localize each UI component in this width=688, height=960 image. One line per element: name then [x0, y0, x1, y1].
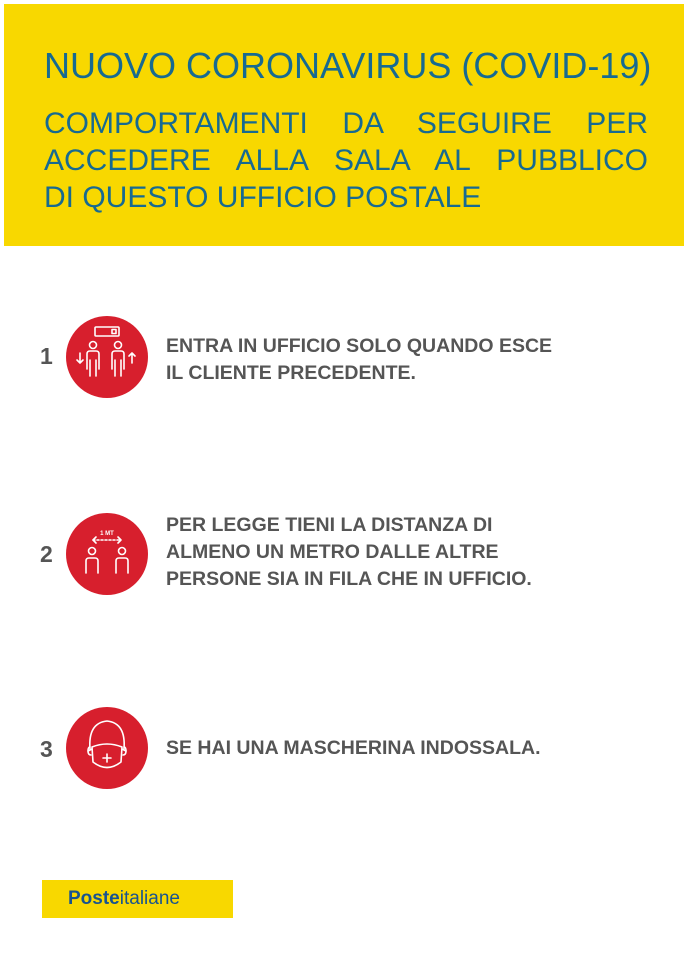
page-subtitle	[44, 105, 648, 216]
rule-number: 2	[40, 541, 53, 567]
rule-3	[40, 704, 648, 794]
social-distance-icon	[66, 513, 148, 595]
distance-label: 1 MT	[100, 531, 114, 537]
poste-italiane-logo	[42, 880, 233, 918]
rule-1	[40, 313, 648, 403]
rule-text-line: IL CLIENTE PRECEDENTE.	[166, 362, 416, 384]
rule-text-line: ALMENO UN METRO DALLE ALTRE	[166, 541, 499, 563]
rule-text-line: SE HAI UNA MASCHERINA INDOSSALA.	[166, 737, 541, 759]
rule-text-line: ENTRA IN UFFICIO SOLO QUANDO ESCE	[166, 335, 553, 357]
rule-text	[166, 333, 552, 387]
rule-2	[40, 508, 648, 608]
rule-text	[166, 512, 532, 593]
subtitle-line: ACCEDERE ALLA SALA AL PUBBLICO	[44, 144, 648, 177]
rule-text-line: PER LEGGE TIENI LA DISTANZA DI	[166, 514, 493, 536]
rule-text-line: PERSONE SIA IN FILA CHE IN UFFICIO.	[166, 568, 532, 590]
people-entering-exiting-icon	[66, 316, 148, 398]
header-banner	[4, 4, 684, 246]
rule-text	[166, 735, 541, 762]
subtitle-line: DI QUESTO UFFICIO POSTALE	[44, 181, 482, 214]
logo-regular-part: italiane	[119, 888, 180, 909]
rule-number: 3	[40, 736, 53, 762]
face-mask-icon	[66, 707, 148, 789]
logo-bold-part: Poste	[68, 888, 120, 909]
subtitle-line: COMPORTAMENTI DA SEGUIRE PER	[44, 107, 648, 140]
page-title: NUOVO CORONAVIRUS (COVID-19)	[44, 45, 652, 86]
rule-number: 1	[40, 343, 53, 369]
logo-wordmark	[68, 888, 180, 910]
